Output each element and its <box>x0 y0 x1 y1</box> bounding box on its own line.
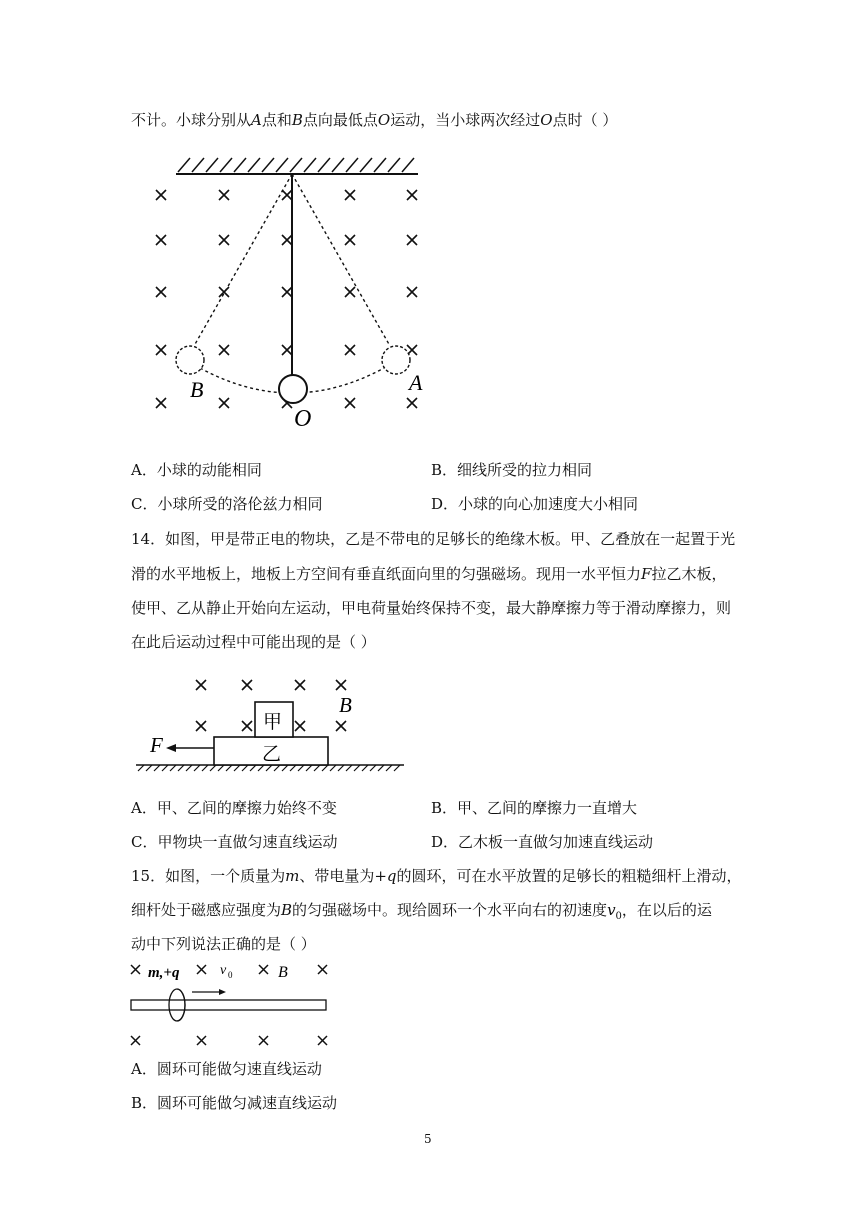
label-v-sub: 0 <box>228 970 233 980</box>
q14-stem-line-1: 14．如图，甲是带正电的物块，乙是不带电的足够长的绝缘木板。甲、乙叠放在一起置于光 <box>131 530 736 548</box>
label-f: F <box>150 733 163 757</box>
label-a: A <box>409 370 423 395</box>
q14-option-a: A．甲、乙间的摩擦力始终不变 <box>131 799 337 817</box>
label-v: v <box>220 963 227 978</box>
label-o: O <box>294 406 312 432</box>
q15-stem-line-2: 细杆处于磁感应强度为B的匀强磁场中。现给圆环一个水平向右的初速度$v_0$，在以后的运 <box>131 901 712 922</box>
q14-option-b: B．甲、乙间的摩擦力一直增大 <box>431 799 638 817</box>
label-b: B <box>190 377 204 402</box>
q14-option-c: C．甲物块一直做匀速直线运动 <box>131 833 338 851</box>
label-b-field-2: B <box>278 964 288 981</box>
q14-option-d: D．乙木板一直做匀加速直线运动 <box>431 833 654 851</box>
label-jia: 甲 <box>263 712 283 733</box>
q13-option-a: A．小球的动能相同 <box>131 461 262 479</box>
q14-stem-line-4: 在此后运动过程中可能出现的是（ ） <box>131 633 376 651</box>
block-board-figure <box>130 672 420 777</box>
magnetic-field-crosses <box>156 190 417 408</box>
ring-rod-figure <box>128 960 338 1052</box>
pendulum-figure <box>150 150 440 435</box>
q13-option-b: B．细线所受的拉力相同 <box>431 461 593 479</box>
page-number: 5 <box>424 1132 432 1146</box>
q15-stem-line-1: 15．如图，一个质量为m、带电量为+q的圆环，可在水平放置的足够长的粗糙细杆上滑动， <box>131 867 742 885</box>
q14-stem-line-2: 滑的水平地板上，地板上方空间有垂直纸面向里的匀强磁场。现用一水平恒力F拉乙木板， <box>131 565 727 583</box>
label-mq: m,+q <box>148 965 180 981</box>
label-yi: 乙 <box>262 744 282 765</box>
q15-option-b: B．圆环可能做匀减速直线运动 <box>131 1094 338 1112</box>
q14-stem-line-3: 使甲、乙从静止开始向左运动，甲电荷量始终保持不变，最大静摩擦力等于滑动摩擦力，则 <box>131 599 732 617</box>
q13-option-d: D．小球的向心加速度大小相同 <box>431 495 639 513</box>
label-b-field: B <box>339 693 352 717</box>
q15-stem-line-3: 动中下列说法正确的是（ ） <box>131 935 316 953</box>
q13-stem: 不计。小球分别从A点和B点向最低点O运动，当小球两次经过O点时（ ） <box>131 111 618 129</box>
q13-option-c: C．小球所受的洛伦兹力相同 <box>131 495 323 513</box>
q15-option-a: A．圆环可能做匀速直线运动 <box>131 1060 322 1078</box>
